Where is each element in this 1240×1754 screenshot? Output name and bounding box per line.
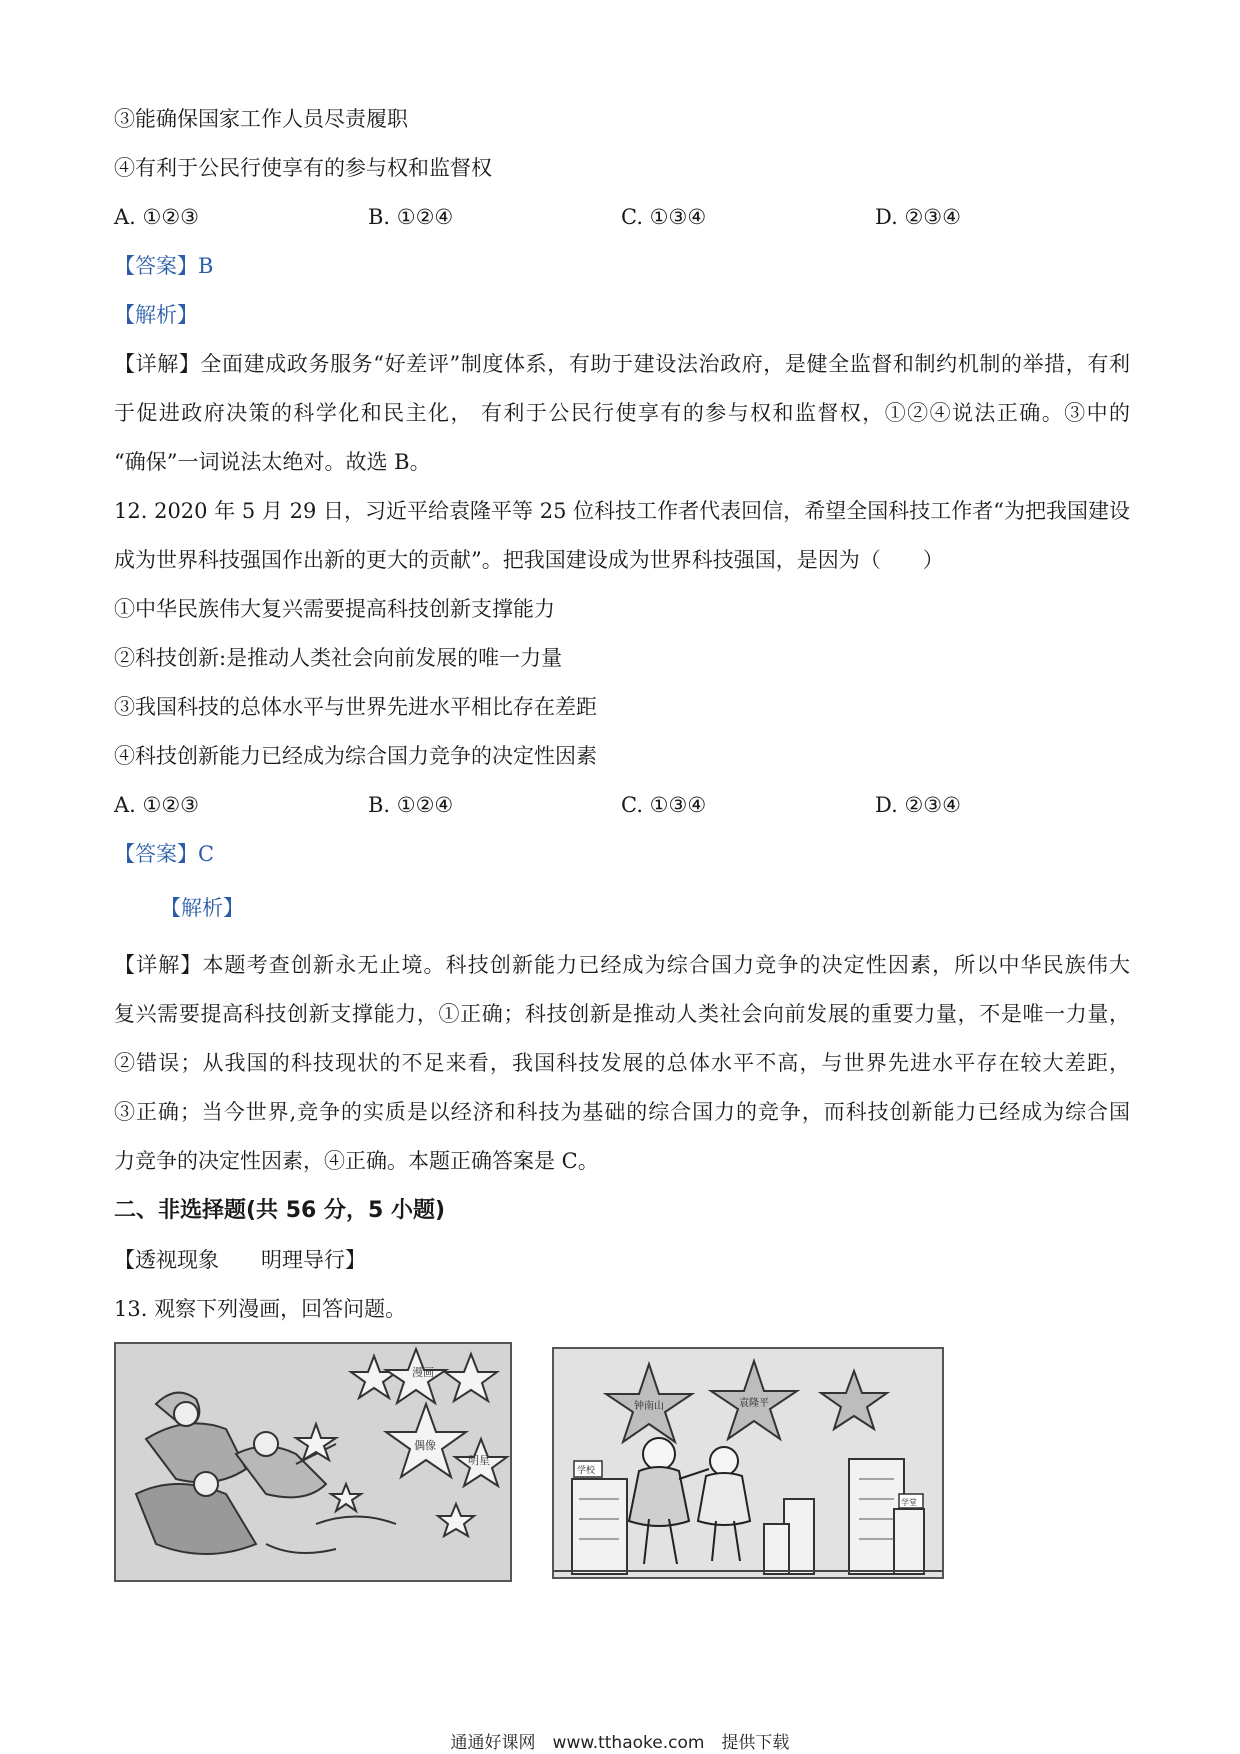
q11-option-c: C. ①③④ xyxy=(621,205,707,229)
q12-detail-line-4: ③正确；当今世界,竞争的实质是以经济和科技为基础的综合国力的竞争，而科技创新能力已经成为综合国 xyxy=(114,1100,1130,1124)
q12-detail-line-1: 【详解】本题考查创新永无止境。科技创新能力已经成为综合国力竞争的决定性因素，所以中华民族伟大 xyxy=(114,953,1130,977)
comic-left-star-label-1: 漫画 xyxy=(412,1366,434,1379)
q12-question-line-2: 成为世界科技强国作出新的更大的贡献”。把我国建设成为世界科技强国，是因为（ ） xyxy=(114,548,944,572)
q12-statement-3: ③我国科技的总体水平与世界先进水平相比存在差距 xyxy=(114,695,597,719)
comic-right-sign-1: 学校 xyxy=(577,1466,596,1476)
comic-right-star-label-1: 钟南山 xyxy=(634,1401,664,1412)
q11-detail-line-1: 【详解】全面建成政务服务“好差评”制度体系，有助于建设法治政府，是健全监督和制约机制的举措，有利 xyxy=(114,352,1130,376)
q12-statement-4: ④科技创新能力已经成为综合国力竞争的决定性因素 xyxy=(114,744,597,768)
comic-left-drawing xyxy=(116,1344,510,1580)
q12-analysis-label: 【解析】 xyxy=(160,896,244,920)
comic-right-drawing xyxy=(554,1349,942,1577)
q12-option-a: A. ①②③ xyxy=(114,793,199,817)
q12-detail-line-5: 力竞争的决定性因素，④正确。本题正确答案是 C。 xyxy=(114,1149,599,1173)
q11-option-d: D. ②③④ xyxy=(875,205,961,229)
q12-answer: 【答案】C xyxy=(114,842,215,866)
q11-detail-line-3: “确保”一词说法太绝对。故选 B。 xyxy=(114,450,431,474)
comic-right-star-label-2: 袁隆平 xyxy=(739,1398,769,1409)
q12-statement-1: ①中华民族伟大复兴需要提高科技创新支撑能力 xyxy=(114,597,555,621)
q12-statement-2: ②科技创新:是推动人类社会向前发展的唯一力量 xyxy=(114,646,563,670)
q13-prompt: 13. 观察下列漫画，回答问题。 xyxy=(114,1297,407,1321)
comic-right-image xyxy=(552,1347,944,1579)
comic-left-image xyxy=(114,1342,512,1582)
q11-statement-3: ③能确保国家工作人员尽责履职 xyxy=(114,107,408,131)
comic-left-star-label-2: 偶像 xyxy=(414,1439,436,1452)
q12-question-line-1: 12. 2020 年 5 月 29 日，习近平给袁隆平等 25 位科技工作者代表回信，希望全国科技工作者“为把我国建设 xyxy=(114,499,1130,523)
q11-statement-4: ④有利于公民行使享有的参与权和监督权 xyxy=(114,156,492,180)
section-title: 二、非选择题(共 56 分，5 小题) xyxy=(114,1198,446,1223)
q11-detail-line-2: 于促进政府决策的科学化和民主化， 有利于公民行使享有的参与权和监督权，①②④说法正确。③中的 xyxy=(114,401,1130,425)
footer-source: 通通好课网 www.tthaoke.com 提供下载 xyxy=(450,1733,790,1753)
q11-option-a: A. ①②③ xyxy=(114,205,199,229)
q12-detail-line-3: ②错误；从我国的科技现状的不足来看，我国科技发展的总体水平不高，与世界先进水平存在较大差距， xyxy=(114,1051,1130,1075)
q12-detail-line-2: 复兴需要提高科技创新支撑能力，①正确；科技创新是推动人类社会向前发展的重要力量，不是唯一力量， xyxy=(114,1002,1130,1026)
comic-left-star-label-3: 明星 xyxy=(468,1454,490,1467)
comic-right-sign-2: 学堂 xyxy=(901,1498,917,1507)
q11-analysis-label: 【解析】 xyxy=(114,303,198,327)
q12-option-c: C. ①③④ xyxy=(621,793,707,817)
q12-option-b: B. ①②④ xyxy=(368,793,454,817)
section-subtitle: 【透视现象 明理导行】 xyxy=(114,1248,366,1272)
q11-option-b: B. ①②④ xyxy=(368,205,454,229)
q12-option-d: D. ②③④ xyxy=(875,793,961,817)
q11-answer: 【答案】B xyxy=(114,254,214,278)
